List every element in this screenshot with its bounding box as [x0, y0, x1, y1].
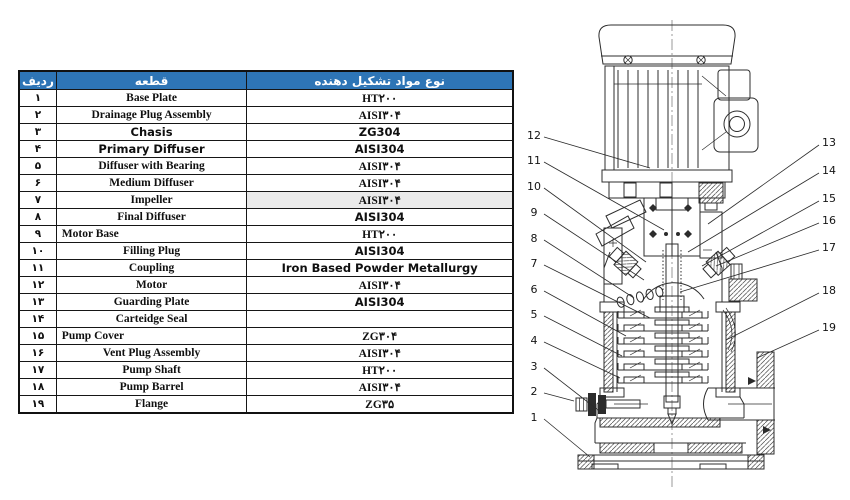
material-cell: AISI۳۰۴ — [247, 379, 513, 396]
row-number-cell: ۱۸ — [19, 379, 56, 396]
row-number-cell: ۱۹ — [19, 396, 56, 414]
part-name-cell: Pump Cover — [56, 328, 247, 345]
part-name-cell: Pump Shaft — [56, 362, 247, 379]
material-cell: AISI304 — [247, 294, 513, 311]
callout-number-13: 13 — [822, 136, 836, 149]
part-name-cell: Motor — [56, 277, 247, 294]
base-plate — [578, 455, 764, 469]
callout-number-19: 19 — [822, 321, 836, 334]
header-part-name: قطعه — [56, 71, 247, 90]
part-name-cell: Impeller — [56, 192, 247, 209]
part-name-cell: Diffuser with Bearing — [56, 158, 247, 175]
material-cell: ZG304 — [247, 124, 513, 141]
cable-gland-icon — [724, 111, 750, 137]
callout-leader-line — [757, 330, 819, 358]
material-cell: HT۲۰۰ — [247, 90, 513, 107]
material-cell: Iron Based Powder Metallurgy — [247, 260, 513, 277]
callout-leader-line — [544, 137, 650, 168]
callout-leader-line — [544, 291, 626, 336]
material-cell: HT۲۰۰ — [247, 362, 513, 379]
row-number-cell: ۱۱ — [19, 260, 56, 277]
part-name-cell: Guarding Plate — [56, 294, 247, 311]
callout-leader-line — [544, 162, 664, 230]
material-cell: HT۲۰۰ — [247, 226, 513, 243]
filling-plug — [607, 245, 643, 280]
part-name-cell: Vent Plug Assembly — [56, 345, 247, 362]
callout-number-2: 2 — [530, 385, 538, 398]
row-number-cell: ۵ — [19, 158, 56, 175]
material-cell: AISI۳۰۴ — [247, 345, 513, 362]
part-name-cell: Motor Base — [56, 226, 247, 243]
callout-number-12: 12 — [527, 129, 541, 142]
foundation-bolt — [699, 183, 723, 203]
part-name-cell: Chasis — [56, 124, 247, 141]
header-row-number: ردیف — [19, 71, 56, 90]
row-number-cell: ۹ — [19, 226, 56, 243]
row-number-cell: ۱۵ — [19, 328, 56, 345]
material-cell: AISI304 — [247, 141, 513, 158]
row-number-cell: ۱۳ — [19, 294, 56, 311]
callout-number-11: 11 — [527, 154, 541, 167]
part-name-cell: Filling Plug — [56, 243, 247, 260]
callout-leader-line — [544, 368, 598, 410]
callout-number-14: 14 — [822, 164, 836, 177]
row-number-cell: ۱۷ — [19, 362, 56, 379]
row-number-cell: ۲ — [19, 107, 56, 124]
flange — [748, 352, 774, 454]
drainage-plug-assembly — [576, 393, 648, 416]
row-number-cell: ۱۶ — [19, 345, 56, 362]
row-number-cell: ۶ — [19, 175, 56, 192]
material-cell: AISI۳۰۴ — [247, 192, 513, 209]
callout-number-1: 1 — [530, 411, 538, 424]
callout-leader-line — [544, 188, 646, 262]
material-cell: AISI304 — [247, 209, 513, 226]
row-number-cell: ۱۲ — [19, 277, 56, 294]
callout-number-6: 6 — [530, 283, 538, 296]
impeller-stack — [618, 307, 708, 424]
callout-number-7: 7 — [530, 257, 538, 270]
pedestal — [595, 443, 746, 453]
part-name-cell: Pump Barrel — [56, 379, 247, 396]
motor-flange — [602, 170, 732, 210]
motor-fan-cover — [599, 25, 735, 64]
row-number-cell: ۷ — [19, 192, 56, 209]
part-name-cell: Flange — [56, 396, 247, 414]
material-cell: AISI۳۰۴ — [247, 277, 513, 294]
callout-leader-line — [544, 265, 650, 318]
callout-number-5: 5 — [530, 308, 538, 321]
material-cell: AISI304 — [247, 243, 513, 260]
motor-body — [605, 66, 729, 170]
material-cell: AISI۳۰۴ — [247, 158, 513, 175]
part-name-cell: Medium Diffuser — [56, 175, 247, 192]
callout-number-9: 9 — [530, 206, 538, 219]
row-number-cell: ۸ — [19, 209, 56, 226]
callout-leader-line — [544, 419, 590, 457]
row-number-cell: ۱۰ — [19, 243, 56, 260]
part-name-cell: Drainage Plug Assembly — [56, 107, 247, 124]
callout-number-4: 4 — [530, 334, 538, 347]
callout-number-15: 15 — [822, 192, 836, 205]
part-name-cell: Coupling — [56, 260, 247, 277]
part-name-cell: Final Diffuser — [56, 209, 247, 226]
part-name-cell: Primary Diffuser — [56, 141, 247, 158]
callout-number-18: 18 — [822, 284, 836, 297]
motor-terminal-box — [714, 70, 758, 152]
row-number-cell: ۱ — [19, 90, 56, 107]
part-name-cell: Base Plate — [56, 90, 247, 107]
material-cell: ZG۳۰۴ — [247, 328, 513, 345]
callout-number-17: 17 — [822, 241, 836, 254]
head-bolt — [731, 264, 742, 279]
part-name-cell: Carteidge Seal — [56, 311, 247, 328]
guarding-plate — [700, 212, 722, 258]
callout-number-8: 8 — [530, 232, 538, 245]
row-number-cell: ۳ — [19, 124, 56, 141]
callout-number-3: 3 — [530, 360, 538, 373]
callout-leader-line — [702, 201, 819, 266]
coupling — [644, 198, 700, 256]
row-number-cell: ۴ — [19, 141, 56, 158]
callout-number-10: 10 — [527, 180, 541, 193]
header-material-type: نوع مواد تشکیل دهنده — [247, 71, 513, 90]
material-cell: AISI۳۰۴ — [247, 107, 513, 124]
discharge-pipe — [704, 388, 776, 420]
callout-number-16: 16 — [822, 214, 836, 227]
row-number-cell: ۱۴ — [19, 311, 56, 328]
material-cell: ZG۳۵ — [247, 396, 513, 414]
callout-leader-line — [544, 393, 574, 401]
material-cell: AISI۳۰۴ — [247, 175, 513, 192]
